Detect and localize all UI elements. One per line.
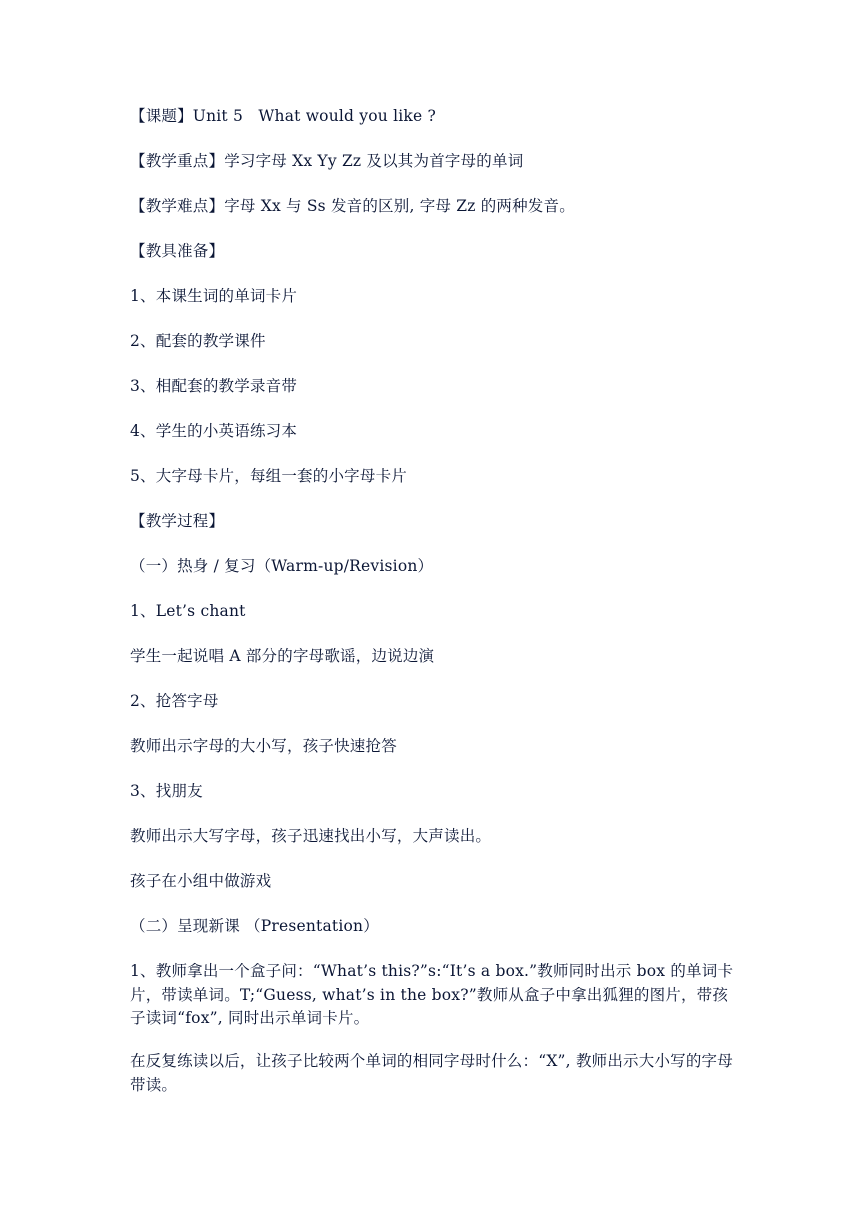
presentation-paragraph-2: 在反复练读以后，让孩子比较两个单词的相同字母时什么：“X”, 教师出示大小写的字母带读。 bbox=[130, 1052, 733, 1094]
warmup-step-1: 1、Let’s chant bbox=[130, 602, 246, 620]
materials-item-2: 2、配套的教学课件 bbox=[130, 332, 266, 350]
warmup-step-3-desc: 教师出示大写字母，孩子迅速找出小写，大声读出。 bbox=[130, 827, 492, 845]
warmup-step-2-desc: 教师出示字母的大小写，孩子快速抢答 bbox=[130, 737, 397, 755]
warmup-step-3: 3、找朋友 bbox=[130, 782, 203, 800]
materials-item-1: 1、本课生词的单词卡片 bbox=[130, 287, 298, 305]
process-heading: 【教学过程】 bbox=[130, 512, 225, 530]
materials-item-4: 4、学生的小英语练习本 bbox=[130, 422, 298, 440]
materials-item-3: 3、相配套的教学录音带 bbox=[130, 377, 298, 395]
warmup-step-2: 2、抢答字母 bbox=[130, 692, 219, 710]
teaching-focus: 【教学重点】学习字母 Xx Yy Zz 及以其为首字母的单词 bbox=[130, 152, 524, 170]
teaching-difficulty: 【教学难点】字母 Xx 与 Ss 发音的区别, 字母 Zz 的两种发音。 bbox=[130, 197, 575, 215]
materials-heading: 【教具准备】 bbox=[130, 242, 225, 260]
section-warmup-heading: （一）热身 / 复习（Warm-up/Revision） bbox=[130, 557, 434, 575]
warmup-step-1-desc: 学生一起说唱 A 部分的字母歌谣，边说边演 bbox=[130, 647, 435, 665]
lesson-title: 【课题】Unit 5 What would you like ? bbox=[130, 107, 437, 125]
materials-item-5: 5、大字母卡片，每组一套的小字母卡片 bbox=[130, 467, 407, 485]
section-presentation-heading: （二）呈现新课 （Presentation） bbox=[130, 917, 379, 935]
presentation-paragraph-1: 1、教师拿出一个盒子问：“What’s this?”s:“It’s a box.”教师同时出示 box 的单词卡 片，带读单词。T;“Guess, what’s in the box?”教师从盒子中拿出狐狸的图片，带孩子读词“fox”, 同时出示单词卡片。 bbox=[130, 962, 765, 1027]
warmup-step-3-note: 孩子在小组中做游戏 bbox=[130, 872, 272, 890]
